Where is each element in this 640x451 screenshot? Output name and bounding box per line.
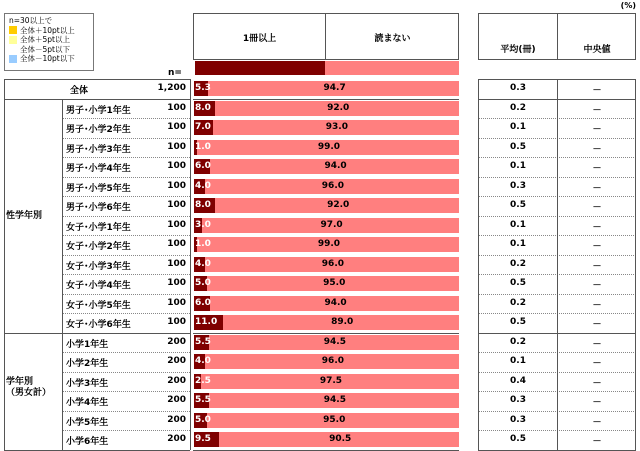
data-label-series1: 7.0 xyxy=(195,122,211,132)
row-label: 男子･小学1年生 xyxy=(66,105,131,116)
data-label-series2: 90.5 xyxy=(329,434,352,444)
row-n: 200 xyxy=(167,356,186,366)
row-n: 100 xyxy=(167,161,186,171)
median-value: － xyxy=(592,144,602,155)
table-border xyxy=(478,79,479,450)
median-value: － xyxy=(592,437,602,447)
header-series1-swatch xyxy=(195,61,325,75)
row-separator xyxy=(62,313,190,314)
mean-value: 0.1 xyxy=(510,219,526,230)
row-label: 小学5年生 xyxy=(66,417,109,428)
row-separator xyxy=(62,430,190,431)
median-value: － xyxy=(592,300,602,311)
row-label: 女子･小学2年生 xyxy=(66,242,131,252)
row-separator xyxy=(62,294,190,295)
mean-value: 0.1 xyxy=(510,239,526,249)
mean-value: 0.1 xyxy=(510,122,526,132)
row-n: 200 xyxy=(167,395,186,405)
row-label: 女子･小学3年生 xyxy=(66,261,131,272)
row-separator xyxy=(4,99,190,100)
median-value: － xyxy=(592,203,602,213)
table-border xyxy=(4,79,5,450)
data-label-series1: 1.0 xyxy=(195,239,211,249)
data-label-series1: 8.0 xyxy=(195,102,211,113)
data-label-series1: 2.5 xyxy=(195,375,211,386)
table-top-line xyxy=(4,79,190,80)
mean-value: 0.2 xyxy=(510,258,526,269)
data-label-series1: 5.5 xyxy=(195,336,211,347)
mean-value: 0.3 xyxy=(510,180,526,191)
median-value: － xyxy=(592,242,602,252)
mean-value: 0.5 xyxy=(510,434,526,444)
data-label-series2: 94.5 xyxy=(323,336,346,347)
table-border xyxy=(557,79,558,450)
row-n: 100 xyxy=(167,141,186,152)
unit-label: (%) xyxy=(620,1,636,10)
n-label: n= xyxy=(168,68,182,78)
mean-value: 0.5 xyxy=(510,141,526,152)
median-header: 中央値 xyxy=(583,45,611,55)
mean-value: 0.2 xyxy=(510,102,526,113)
median-value: － xyxy=(592,105,602,116)
row-n: 100 xyxy=(167,317,186,327)
row-label: 小学2年生 xyxy=(66,359,109,369)
mean-value: 0.2 xyxy=(510,297,526,308)
data-label-series2: 94.5 xyxy=(323,395,346,405)
mean-value: 0.5 xyxy=(510,200,526,210)
data-label-series1: 9.5 xyxy=(195,434,211,444)
row-separator xyxy=(4,450,190,451)
row-label: 女子･小学6年生 xyxy=(66,320,131,330)
table-border xyxy=(62,99,63,450)
legend-item xyxy=(9,35,93,45)
row-separator xyxy=(62,255,190,256)
median-value: － xyxy=(592,378,602,389)
data-label-series1: 5.3 xyxy=(195,83,211,93)
data-label-series1: 4.0 xyxy=(195,180,211,191)
legend-swatch xyxy=(9,36,17,44)
legend-swatch xyxy=(9,45,17,53)
data-label-series2: 99.0 xyxy=(317,239,341,249)
row-n: 100 xyxy=(167,180,186,191)
data-label-series2: 95.0 xyxy=(323,278,346,288)
row-separator xyxy=(193,99,459,100)
data-label-series1: 5.5 xyxy=(195,395,211,405)
row-n: 200 xyxy=(167,414,186,425)
row-separator xyxy=(478,450,636,451)
data-label-series2: 97.5 xyxy=(319,375,343,386)
legend-label: 全体－10pt以下 xyxy=(20,54,75,63)
data-label-series2: 94.0 xyxy=(324,161,347,171)
legend-item xyxy=(9,45,93,55)
row-n: 200 xyxy=(167,336,186,347)
group-label-grade: 学年別 （男女計） xyxy=(6,377,52,398)
row-separator xyxy=(62,196,190,197)
table-border xyxy=(635,79,636,450)
row-separator xyxy=(193,333,459,334)
group-label-gender-grade: 性学年別 xyxy=(6,211,43,221)
mean-value: 0.3 xyxy=(510,83,526,93)
median-value: － xyxy=(592,261,602,272)
row-n: 100 xyxy=(167,297,186,308)
median-value: － xyxy=(592,320,602,330)
mean-value: 0.1 xyxy=(510,356,526,366)
row-separator xyxy=(62,274,190,275)
data-label-series1: 5.0 xyxy=(195,278,211,288)
row-n: 1,200 xyxy=(157,83,186,93)
row-label: 小学1年生 xyxy=(66,339,109,350)
legend-swatch xyxy=(9,26,17,34)
median-value: － xyxy=(592,164,602,174)
row-n: 100 xyxy=(167,258,186,269)
row-separator xyxy=(62,177,190,178)
data-label-series2: 95.0 xyxy=(323,414,346,425)
row-label: 全体 xyxy=(70,86,89,96)
row-label: 男子･小学2年生 xyxy=(66,125,131,135)
data-label-series2: 96.0 xyxy=(321,180,345,191)
data-label-series2: 96.0 xyxy=(321,356,345,366)
data-label-series1: 3.0 xyxy=(195,219,211,230)
median-value: － xyxy=(592,359,602,369)
row-label: 小学3年生 xyxy=(66,378,109,389)
row-label: 男子･小学5年生 xyxy=(66,183,131,194)
series1-header: 1冊以上 xyxy=(242,34,277,44)
mean-value: 0.5 xyxy=(510,278,526,288)
mean-header: 平均(冊) xyxy=(500,45,536,55)
median-value: － xyxy=(592,417,602,428)
legend-title: n=30以上で xyxy=(9,16,53,25)
data-label-series1: 8.0 xyxy=(195,200,211,210)
legend-item xyxy=(9,54,93,64)
data-label-series2: 89.0 xyxy=(331,317,354,327)
data-label-series2: 93.0 xyxy=(325,122,348,132)
row-separator xyxy=(62,352,190,353)
median-value: － xyxy=(592,398,602,408)
row-n: 200 xyxy=(167,375,186,386)
median-value: － xyxy=(592,339,602,350)
data-label-series1: 6.0 xyxy=(195,297,211,308)
data-label-series1: 4.0 xyxy=(195,356,211,366)
mean-value: 0.2 xyxy=(510,336,526,347)
median-value: － xyxy=(592,86,602,96)
data-label-series1: 6.0 xyxy=(195,161,211,171)
median-value: － xyxy=(592,125,602,135)
row-n: 100 xyxy=(167,278,186,288)
row-n: 100 xyxy=(167,102,186,113)
median-value: － xyxy=(592,222,602,233)
data-label-series1: 5.0 xyxy=(195,414,211,425)
row-label: 小学6年生 xyxy=(66,437,109,447)
data-label-series2: 94.7 xyxy=(323,83,346,93)
row-n: 100 xyxy=(167,122,186,132)
data-label-series1: 1.0 xyxy=(195,141,211,152)
row-separator xyxy=(62,157,190,158)
data-label-series1: 11.0 xyxy=(195,317,218,327)
row-label: 小学4年生 xyxy=(66,398,109,408)
row-separator xyxy=(62,118,190,119)
legend xyxy=(4,13,94,71)
data-label-series2: 92.0 xyxy=(327,102,350,113)
row-label: 女子･小学5年生 xyxy=(66,300,131,311)
row-label: 女子･小学1年生 xyxy=(66,222,131,233)
data-label-series2: 92.0 xyxy=(327,200,350,210)
row-separator xyxy=(62,372,190,373)
mean-value: 0.3 xyxy=(510,414,526,425)
data-label-series2: 99.0 xyxy=(317,141,341,152)
row-label: 女子･小学4年生 xyxy=(66,281,131,291)
row-separator xyxy=(193,450,459,451)
median-value: － xyxy=(592,281,602,291)
table-border xyxy=(190,79,191,450)
legend-item xyxy=(9,26,93,36)
row-separator xyxy=(62,411,190,412)
mean-value: 0.3 xyxy=(510,395,526,405)
row-separator xyxy=(62,391,190,392)
header-series2-swatch xyxy=(325,61,459,75)
median-value: － xyxy=(592,183,602,194)
legend-label: 全体－5pt以下 xyxy=(20,44,70,54)
mean-value: 0.4 xyxy=(510,375,526,386)
row-label: 男子･小学4年生 xyxy=(66,164,131,174)
mean-value: 0.5 xyxy=(510,317,526,327)
data-label-series2: 96.0 xyxy=(321,258,345,269)
data-label-series2: 97.0 xyxy=(320,219,343,230)
legend-label: 全体＋10pt以上 xyxy=(20,25,75,35)
row-separator xyxy=(62,138,190,139)
row-n: 100 xyxy=(167,239,186,249)
row-separator xyxy=(62,216,190,217)
group-separator xyxy=(4,333,62,334)
data-label-series1: 4.0 xyxy=(195,258,211,269)
row-label: 男子･小学6年生 xyxy=(66,203,131,213)
row-n: 100 xyxy=(167,200,186,210)
row-label: 男子･小学3年生 xyxy=(66,144,131,155)
row-n: 200 xyxy=(167,434,186,444)
row-n: 100 xyxy=(167,219,186,230)
mean-value: 0.1 xyxy=(510,161,526,171)
legend-label: 全体＋5pt以上 xyxy=(20,35,70,44)
series2-header: 読まない xyxy=(374,34,411,44)
data-label-series2: 94.0 xyxy=(324,297,347,308)
row-separator xyxy=(62,235,190,236)
legend-swatch xyxy=(9,55,17,63)
